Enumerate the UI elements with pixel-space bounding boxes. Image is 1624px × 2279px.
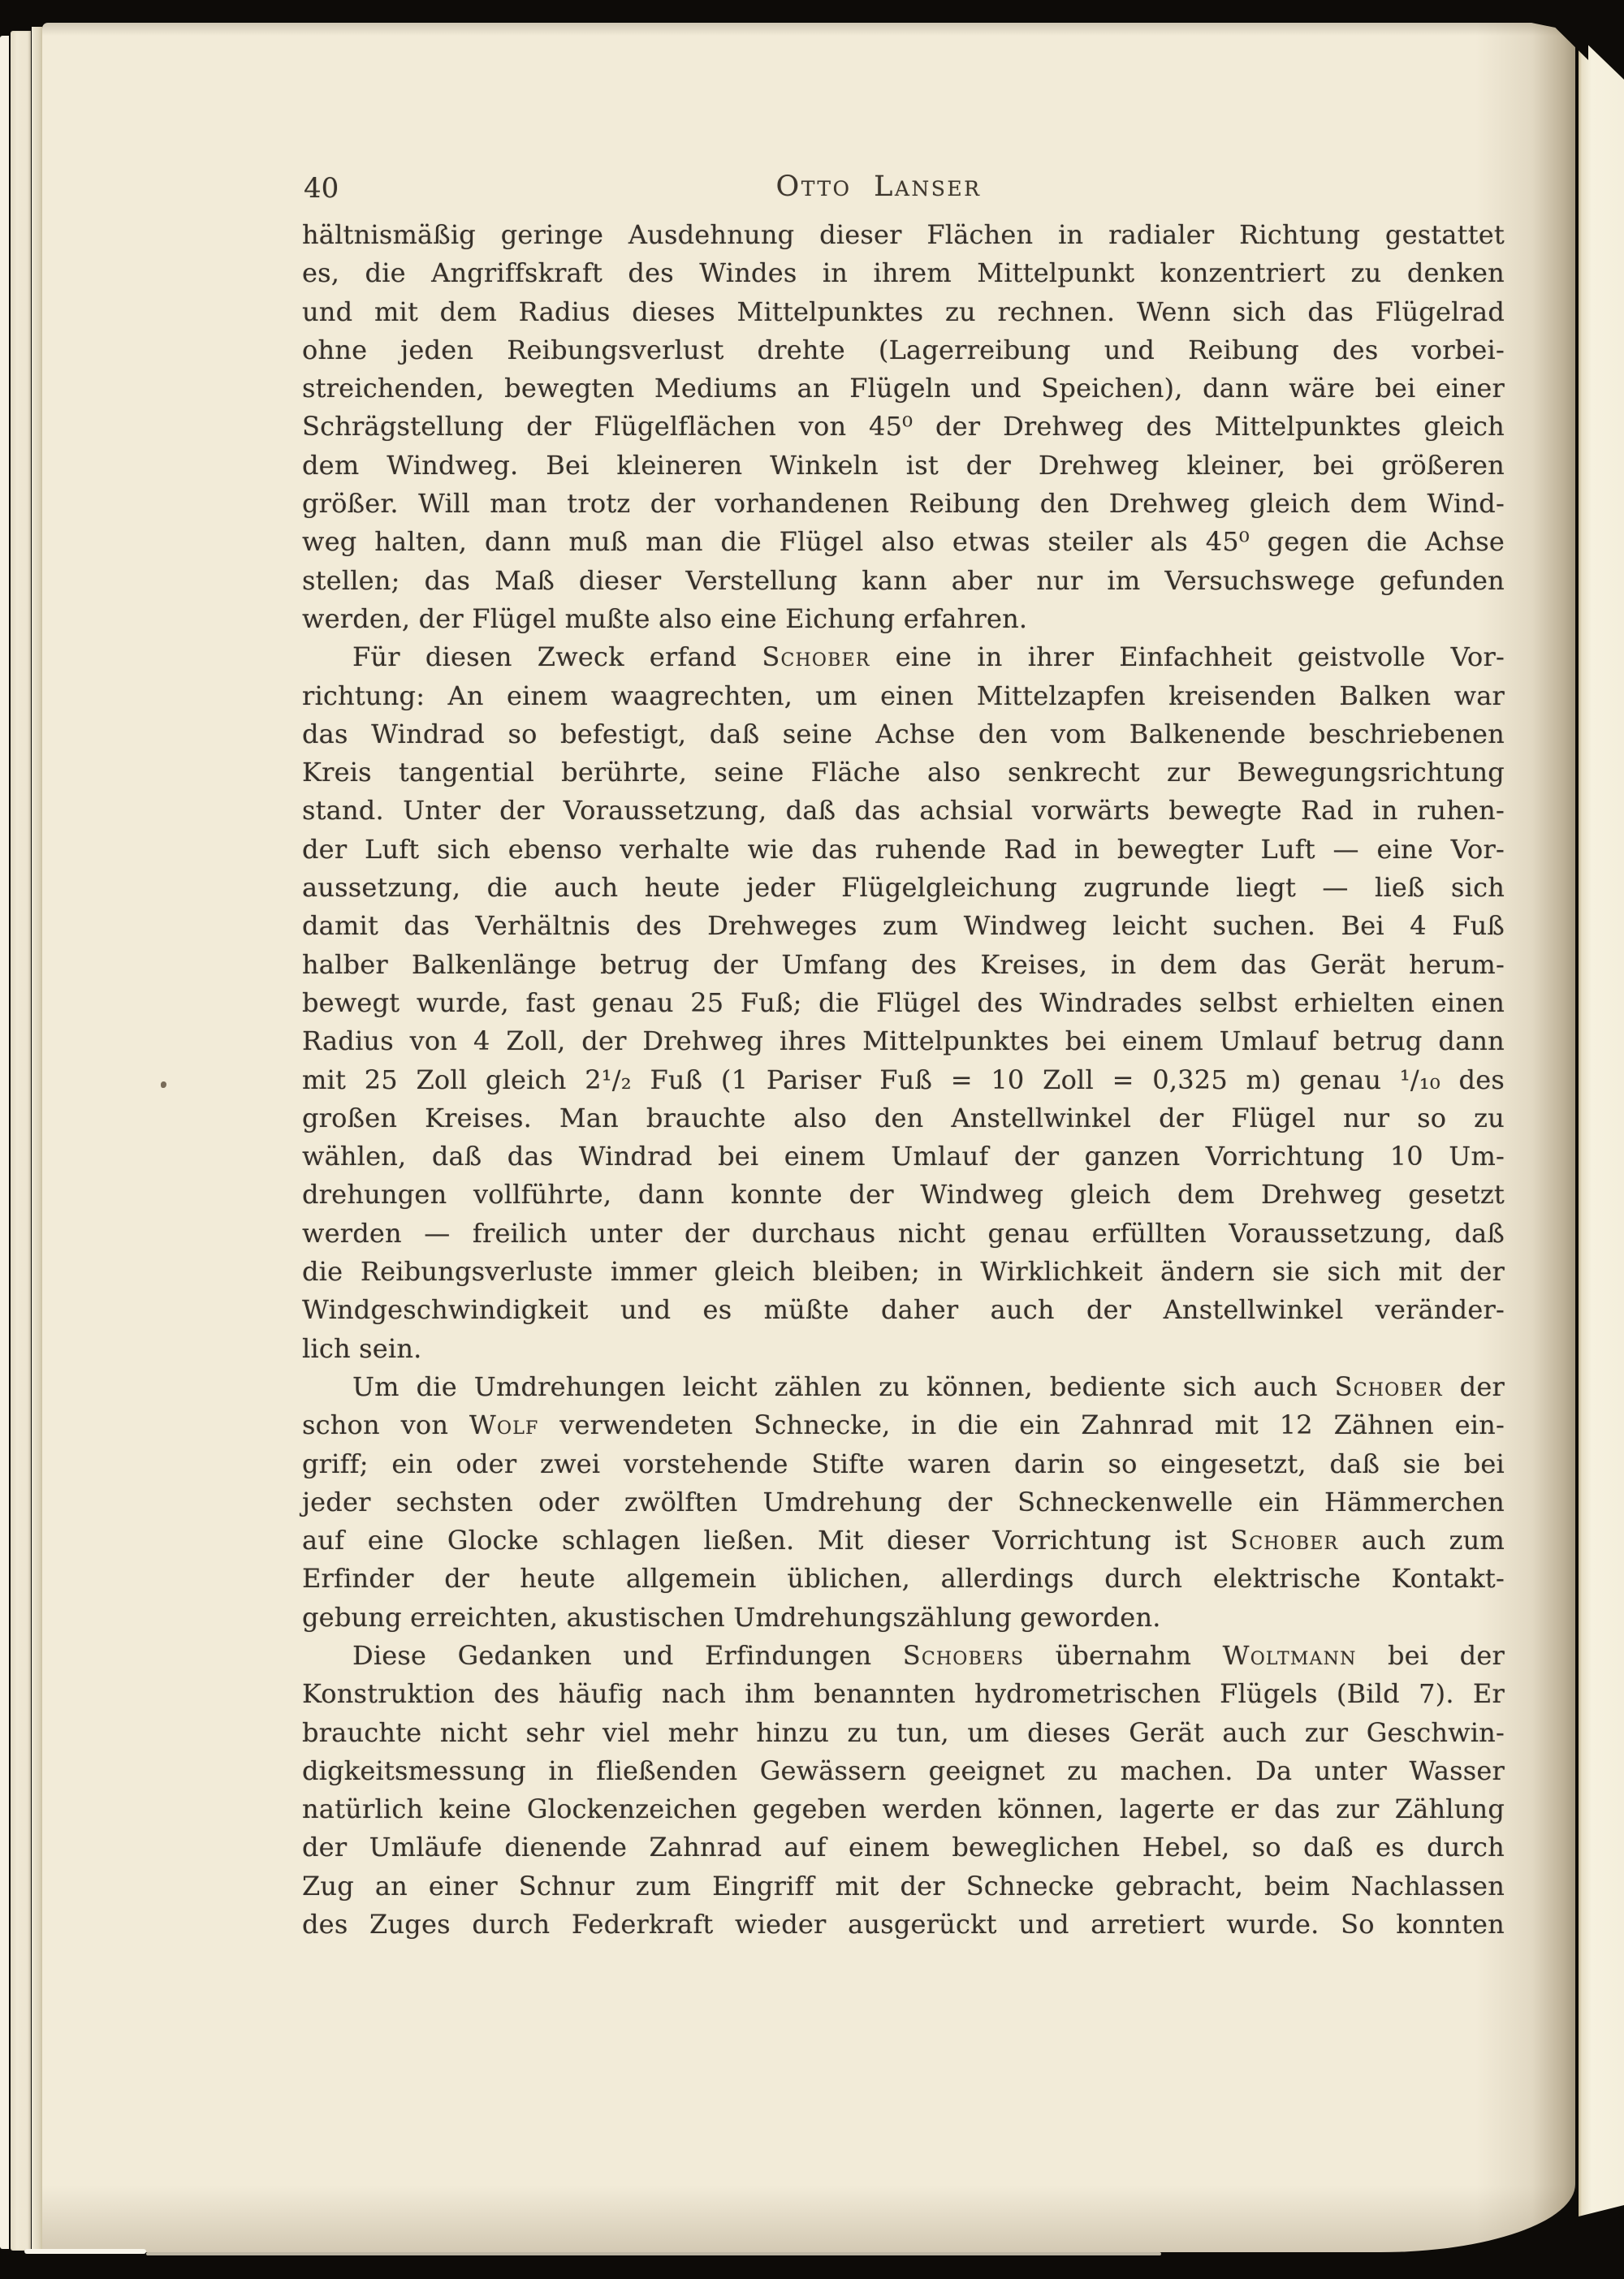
text-line: dem Windweg. Bei kleineren Winkeln ist der Drehweg kleiner, bei größeren <box>302 449 1505 481</box>
text-line: werden — freilich unter der durchaus nicht genau erfüllten Voraussetzung, daß <box>302 1217 1505 1249</box>
person-name-smallcaps: Schober <box>762 641 870 673</box>
text-line: halber Balkenlänge betrug der Umfang des Kreises, in dem das Gerät herum- <box>302 948 1505 980</box>
text-line: Schrägstellung der Flügelflächen von 45⁰ der Drehweg des Mittelpunktes gleich <box>302 411 1505 442</box>
person-name-smallcaps: Wolf <box>469 1409 539 1441</box>
text-line: aussetzung, die auch heute jeder Flügelgleichung zugrunde liegt — ließ sich <box>302 872 1505 904</box>
text-line: großen Kreises. Man brauchte also den Anstellwinkel der Flügel nur so zu <box>302 1102 1505 1133</box>
text-line: stellen; das Maß dieser Verstellung kann aber nur im Versuchswege gefunden <box>302 564 1505 596</box>
running-header: Otto Lanser <box>775 170 982 203</box>
text-line: Um die Umdrehungen leicht zählen zu können, bediente sich auch Schober der <box>352 1370 1505 1402</box>
text-line: Für diesen Zweck erfand Schober eine in ihrer Einfachheit geistvolle Vor- <box>352 641 1505 673</box>
text-line: jeder sechsten oder zwölften Umdrehung der Schneckenwelle ein Hämmerchen <box>302 1486 1505 1517</box>
text-line: wählen, daß das Windrad bei einem Umlauf der ganzen Vorrichtung 10 Um- <box>302 1141 1505 1172</box>
text-line: drehungen vollführte, dann konnte der Windweg gleich dem Drehweg gesetzt <box>302 1179 1505 1211</box>
person-name-smallcaps: Woltmann <box>1222 1639 1357 1671</box>
text-line: das Windrad so befestigt, daß seine Achse den vom Balkenende beschriebenen <box>302 718 1505 749</box>
text-line: Radius von 4 Zoll, der Drehweg ihres Mittelpunktes bei einem Umlauf betrug dann <box>302 1025 1505 1057</box>
person-name-smallcaps: Schober <box>1334 1370 1443 1402</box>
text-line: richtung: An einem waagrechten, um einen Mittelzapfen kreisenden Balken war <box>302 680 1505 711</box>
text-line: gebung erreichten, akustischen Umdrehungszählung geworden. <box>302 1601 1161 1633</box>
text-line: griff; ein oder zwei vorstehende Stifte waren darin so eingesetzt, daß sie bei <box>302 1448 1505 1479</box>
text-line: Diese Gedanken und Erfindungen Schobers übernahm Woltmann bei der <box>352 1639 1505 1671</box>
page-stack-edge-3 <box>32 27 42 2252</box>
text-line: größer. Will man trotz der vorhandenen Reibung den Drehweg gleich dem Wind- <box>302 488 1505 520</box>
text-line: streichenden, bewegten Mediums an Flügeln und Speichen), dann wäre bei einer <box>302 373 1505 404</box>
text-block <box>302 216 1505 1944</box>
text-line: der Luft sich ebenso verhalte wie das ruhende Rad in bewegter Luft — eine Vor- <box>302 833 1505 865</box>
text-line: die Reibungsverluste immer gleich bleiben; in Wirklichkeit ändern sie sich mit der <box>302 1256 1505 1288</box>
text-line: stand. Unter der Voraussetzung, daß das achsial vorwärts bewegte Rad in ruhen- <box>302 795 1505 827</box>
text-line: mit 25 Zoll gleich 2¹/₂ Fuß (1 Pariser Fuß = 10 Zoll = 0,325 m) genau ¹/₁₀ des <box>302 1064 1505 1095</box>
text-line: Zug an einer Schnur zum Eingriff mit der Schnecke gebracht, beim Nachlassen <box>302 1870 1505 1901</box>
person-name-smallcaps: Schobers <box>902 1639 1025 1671</box>
facing-page-edge <box>1579 32 1624 2220</box>
page-number: 40 <box>304 172 339 205</box>
text-line: des Zuges durch Federkraft wieder ausgerückt und arretiert wurde. So konnten <box>302 1909 1505 1940</box>
text-line: ohne jeden Reibungsverlust drehte (Lagerreibung und Reibung des vorbei- <box>302 334 1505 365</box>
page-under-edge <box>24 2249 146 2254</box>
page-stack-edge-2 <box>11 31 31 2251</box>
text-line: auf eine Glocke schlagen ließen. Mit dieser Vorrichtung ist Schober auch zum <box>302 1525 1505 1556</box>
text-line: und mit dem Radius dieses Mittelpunktes zu rechnen. Wenn sich das Flügelrad <box>302 296 1505 327</box>
text-line: Kreis tangential berührte, seine Fläche also senkrecht zur Bewegungsrichtung <box>302 757 1505 788</box>
text-line: damit das Verhältnis des Drehweges zum Windweg leicht suchen. Bei 4 Fuß <box>302 910 1505 942</box>
text-line: der Umläufe dienende Zahnrad auf einem beweglichen Hebel, so daß es durch <box>302 1832 1505 1863</box>
text-line: es, die Angriffskraft des Windes in ihrem Mittelpunkt konzentriert zu denken <box>302 257 1505 289</box>
text-line: bewegt wurde, fast genau 25 Fuß; die Flügel des Windrades selbst erhielten einen <box>302 986 1505 1018</box>
text-line: lich sein. <box>302 1332 422 1364</box>
text-line: Windgeschwindigkeit und es müßte daher auch der Anstellwinkel veränder- <box>302 1294 1505 1326</box>
text-line: werden, der Flügel mußte also eine Eichung erfahren. <box>302 602 1028 634</box>
text-line: natürlich keine Glockenzeichen gegeben werden können, lagerte er das zur Zählung <box>302 1793 1505 1825</box>
text-line: Konstruktion des häufig nach ihm benannten hydrometrischen Flügels (Bild 7). Er <box>302 1678 1505 1710</box>
text-line: digkeitsmessung in fließenden Gewässern geeignet zu machen. Da unter Wasser <box>302 1755 1505 1786</box>
text-line: brauchte nicht sehr viel mehr hinzu zu tun, um dieses Gerät auch zur Geschwin- <box>302 1716 1505 1748</box>
text-line: schon von Wolf verwendeten Schnecke, in die ein Zahnrad mit 12 Zähnen ein- <box>302 1409 1505 1441</box>
text-line: hältnismäßig geringe Ausdehnung dieser Flächen in radialer Richtung gestattet <box>302 219 1505 250</box>
text-line: weg halten, dann muß man die Flügel also etwas steiler als 45⁰ gegen die Achse <box>302 526 1505 558</box>
page-under-edge-shadow <box>146 2252 1161 2255</box>
text-line: Erfinder der heute allgemein üblichen, allerdings durch elektrische Kontakt- <box>302 1563 1505 1595</box>
person-name-smallcaps: Schober <box>1230 1525 1339 1556</box>
page-stack-edge-1 <box>0 36 9 2249</box>
